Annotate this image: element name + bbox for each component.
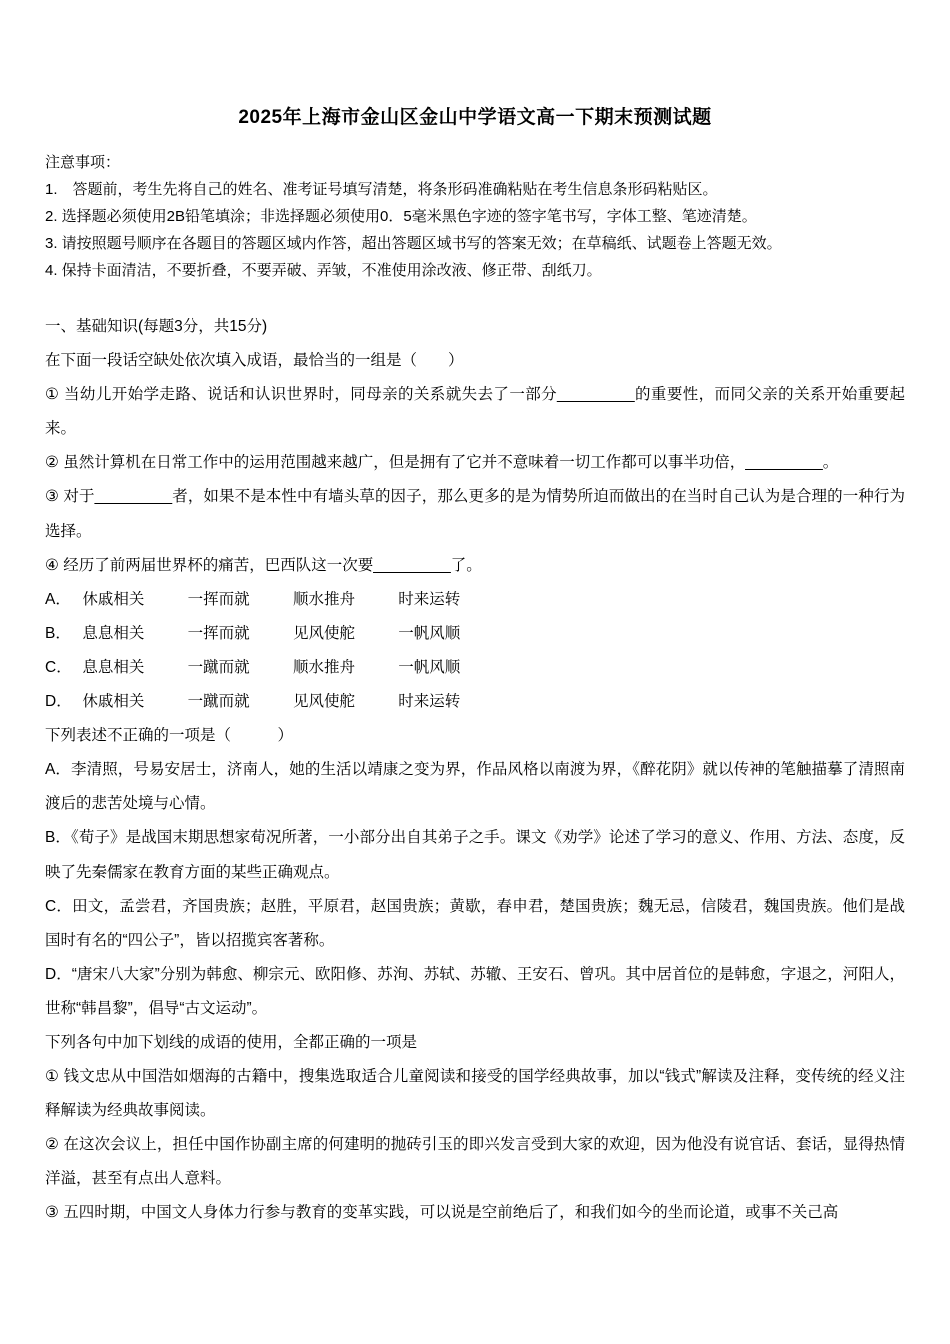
option-idiom: 时来运转 bbox=[398, 693, 461, 711]
option-idiom: 一帆风顺 bbox=[398, 658, 461, 676]
notice-item-1: 1. 答题前，考生先将自己的姓名、准考证号填写清楚，将条形码准确粘贴在考生信息条形码粘贴区。 bbox=[45, 181, 718, 198]
option-idiom: 休戚相关 bbox=[82, 693, 145, 711]
question-1-option-a bbox=[45, 583, 905, 617]
question-1-item-3: ③ 对于_________者，如果不是本性中有墙头草的因子，那么更多的是为情势所迫而做出的在当时自己认为是合理的一种行为选择。 bbox=[45, 488, 905, 540]
option-idiom: 见风使舵 bbox=[292, 624, 355, 642]
question-3-intro: 下列各句中加下划线的成语的使用，全都正确的一项是 bbox=[45, 1033, 418, 1051]
notice-header: 注意事项： bbox=[45, 154, 121, 171]
exam-title: 2025年上海市金山区金山中学语文高一下期末预测试题 bbox=[238, 107, 712, 128]
question-1-item-2: ② 虽然计算机在日常工作中的运用范围越来越广，但是拥有了它并不意味着一切工作都可以事半功倍，_________。 bbox=[45, 454, 839, 472]
notice-item-2: 2. 选择题必须使用2B铅笔填涂；非选择题必须使用0．5毫米黑色字迹的签字笔书写，字体工整、笔迹清楚。 bbox=[45, 208, 757, 225]
question-1-item-1: ① 当幼儿开始学走路、说话和认识世界时，同母亲的关系就失去了一部分_________的重要性，而同父亲的关系开始重要起来。 bbox=[45, 386, 905, 438]
option-idiom: 休戚相关 bbox=[82, 590, 145, 608]
option-idiom: 息息相关 bbox=[82, 624, 145, 642]
question-1-item-4: ④ 经历了前两届世界杯的痛苦，巴西队这一次要_________了。 bbox=[45, 556, 482, 574]
question-2-option-b: B．《荀子》是战国末期思想家荀况所著，一小部分出自其弟子之手。课文《劝学》论述了学习的意义、作用、方法、态度，反映了先秦儒家在教育方面的某些正确观点。 bbox=[45, 829, 905, 881]
option-idiom: 见风使舵 bbox=[292, 693, 355, 711]
option-label: D． bbox=[45, 693, 72, 711]
question-1-option-b bbox=[45, 617, 905, 651]
notice-section bbox=[45, 149, 905, 284]
exam-body bbox=[45, 310, 905, 1231]
option-idiom: 时来运转 bbox=[398, 590, 461, 608]
question-3-item-2: ② 在这次会议上，担任中国作协副主席的何建明的抛砖引玉的即兴发言受到大家的欢迎，因为他没有说官话、套话，显得热情洋溢，甚至有点出人意料。 bbox=[45, 1136, 905, 1188]
question-2-option-d: D．“唐宋八大家”分别为韩愈、柳宗元、欧阳修、苏洵、苏轼、苏辙、王安石、曾巩。其中居首位的是韩愈，字退之，河阳人，世称“韩昌黎”，倡导“古文运动”。 bbox=[45, 965, 905, 1017]
option-idiom: 一蹴而就 bbox=[187, 658, 250, 676]
question-3-item-3: ③ 五四时期，中国文人身体力行参与教育的变革实践，可以说是空前绝后了，和我们如今的坐而论道，或事不关己高 bbox=[45, 1204, 839, 1222]
question-1-option-c bbox=[45, 651, 905, 685]
option-idiom: 一挥而就 bbox=[187, 590, 250, 608]
option-label: B． bbox=[45, 624, 71, 642]
question-1-option-d bbox=[45, 685, 905, 719]
option-idiom: 一帆风顺 bbox=[398, 624, 461, 642]
option-idiom: 息息相关 bbox=[82, 658, 145, 676]
section-1-heading: 一、基础知识(每题3分，共15分) bbox=[45, 318, 268, 335]
question-3-item-1: ① 钱文忠从中国浩如烟海的古籍中，搜集选取适合儿童阅读和接受的国学经典故事，加以“钱式”解读及注释，变传统的经义注释解读为经典故事阅读。 bbox=[45, 1068, 905, 1120]
option-idiom: 一蹴而就 bbox=[187, 693, 250, 711]
question-1-intro: 在下面一段话空缺处依次填入成语，最恰当的一组是（ ） bbox=[45, 352, 464, 370]
question-2-intro: 下列表述不正确的一项是（ ） bbox=[45, 727, 294, 745]
question-2-option-a: A．李清照，号易安居士，济南人，她的生活以靖康之变为界，作品风格以南渡为界，《醉花阴》就以传神的笔触描摹了清照南渡后的悲苦处境与心情。 bbox=[45, 761, 905, 813]
option-label: A． bbox=[45, 590, 71, 608]
notice-item-3: 3. 请按照题号顺序在各题目的答题区域内作答，超出答题区域书写的答案无效；在草稿纸、试题卷上答题无效。 bbox=[45, 235, 782, 252]
option-idiom: 一挥而就 bbox=[187, 624, 250, 642]
option-idiom: 顺水推舟 bbox=[292, 658, 355, 676]
option-label: C． bbox=[45, 658, 72, 676]
notice-item-4: 4. 保持卡面清洁，不要折叠，不要弄破、弄皱，不准使用涂改液、修正带、刮纸刀。 bbox=[45, 262, 602, 279]
option-idiom: 顺水推舟 bbox=[292, 590, 355, 608]
question-2-option-c: C．田文，孟尝君，齐国贵族；赵胜，平原君，赵国贵族；黄歇，春申君，楚国贵族；魏无忌，信陵君，魏国贵族。他们是战国时有名的“四公子”，皆以招揽宾客著称。 bbox=[45, 897, 905, 949]
